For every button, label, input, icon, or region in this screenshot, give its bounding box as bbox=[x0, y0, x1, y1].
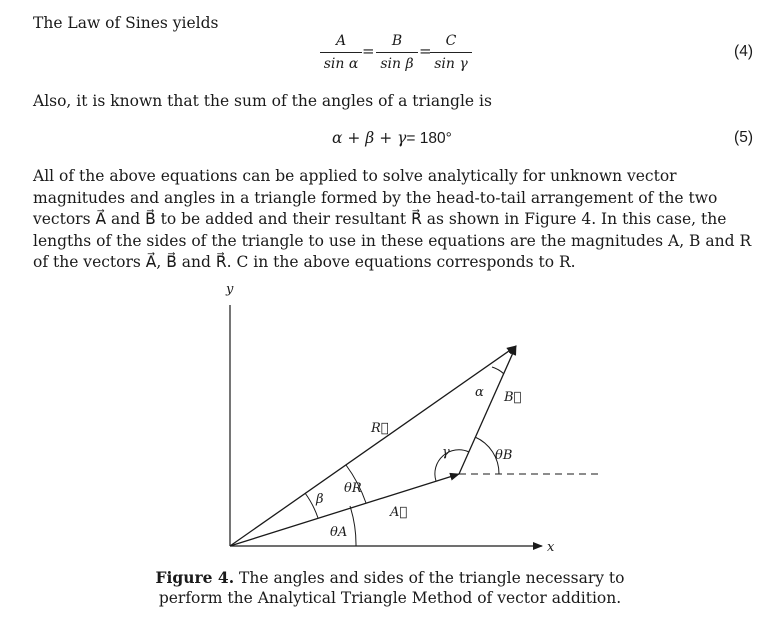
vector-b-label: B⃗ bbox=[504, 390, 522, 405]
angle-sum-lhs: α + β + γ bbox=[332, 129, 407, 147]
fraction-b-denominator: sin β bbox=[380, 56, 414, 72]
theta-r-label: θR bbox=[344, 481, 362, 496]
fraction-c-numerator: C bbox=[445, 33, 457, 49]
figure-caption-text: The angles and sides of the triangle necessary to perform the Analytical Triangle Method of vector addition. bbox=[158, 569, 625, 607]
fraction-c-denominator: sin γ bbox=[434, 56, 468, 72]
figure-caption bbox=[130, 568, 650, 608]
intro-text: The Law of Sines yields bbox=[33, 14, 219, 32]
body-paragraph: All of the above equations can be applied to solve analytically for unknown vector magnitudes and angles in a triangle formed by the head-to-tail arrangement of the two vectors A⃗ and B⃗ to be added and their resultant R⃗ as shown in Figure 4. In this case, the lengths of the sides of the triangle to use in these equations are the magnitudes A, B and R of the vectors A⃗, B⃗ and R⃗. C in the above equations corresponds to R. bbox=[33, 167, 752, 271]
equals-sign: = bbox=[362, 42, 375, 60]
fraction-b-numerator: B bbox=[391, 33, 403, 49]
x-axis-label: x bbox=[547, 540, 555, 555]
angle-sum-rhs: = 180° bbox=[406, 130, 452, 147]
gamma-label: γ bbox=[442, 445, 450, 460]
figure-caption-label: Figure 4. bbox=[155, 568, 235, 587]
vector-r-label: R⃗ bbox=[371, 421, 389, 436]
theta-a-label: θA bbox=[330, 525, 348, 540]
equals-sign: = bbox=[419, 42, 432, 60]
y-axis-label: y bbox=[226, 282, 234, 297]
theta-a-arc bbox=[350, 506, 356, 546]
equation-number-5: (5) bbox=[734, 129, 753, 146]
fraction-a-numerator: A bbox=[335, 33, 347, 49]
alpha-arc bbox=[492, 367, 504, 374]
beta-label: β bbox=[316, 492, 324, 507]
alpha-label: α bbox=[475, 385, 484, 400]
theta-b-label: θB bbox=[495, 448, 513, 463]
sum-intro-text: Also, it is known that the sum of the angles of a triangle is bbox=[33, 92, 492, 110]
equation-number-4: (4) bbox=[734, 43, 753, 60]
vector-r-arrow bbox=[230, 346, 516, 546]
vector-a-label: A⃗ bbox=[390, 505, 408, 520]
fraction-a-denominator: sin α bbox=[323, 56, 359, 72]
